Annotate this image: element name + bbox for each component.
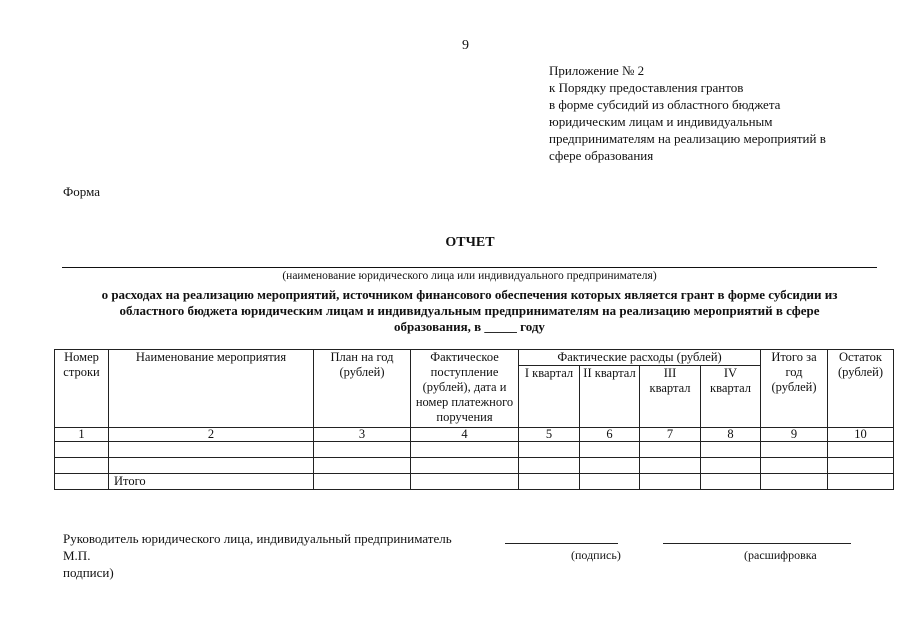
appendix-line: к Порядку предоставления грантов <box>549 80 744 95</box>
appendix-line: в форме субсидий из областного бюджета <box>549 97 781 112</box>
subtitle-line: о расходах на реализацию мероприятий, источником финансового обеспечения которых является грант в форме субсидии из <box>101 287 838 302</box>
column-number: 6 <box>580 428 640 442</box>
column-number: 2 <box>109 428 314 442</box>
header-received: Фактическое поступление (рублей), дата и номер платежного поручения <box>411 350 519 428</box>
table-cell[interactable] <box>701 458 761 474</box>
table-cell[interactable] <box>519 474 580 490</box>
organization-name-line <box>62 267 877 268</box>
column-number-row <box>55 428 894 442</box>
table-cell[interactable] <box>314 458 411 474</box>
column-number: 1 <box>55 428 109 442</box>
table-cell[interactable] <box>640 474 701 490</box>
table-cell[interactable] <box>761 442 828 458</box>
table-row <box>55 458 894 474</box>
table-cell[interactable] <box>109 458 314 474</box>
table-cell[interactable] <box>55 474 109 490</box>
table-cell[interactable] <box>580 458 640 474</box>
page-number: 9 <box>462 38 469 53</box>
column-number: 7 <box>640 428 701 442</box>
form-label: Форма <box>63 184 100 199</box>
decode-caption-continuation: подписи) <box>63 565 114 580</box>
header-q3: III квартал <box>640 366 701 428</box>
table-cell[interactable] <box>761 458 828 474</box>
decode-caption: (расшифровка <box>744 548 817 562</box>
column-number: 5 <box>519 428 580 442</box>
table-cell[interactable] <box>55 442 109 458</box>
table-cell[interactable] <box>55 458 109 474</box>
appendix-line: юридическим лицам и индивидуальным <box>549 114 773 129</box>
table-cell[interactable] <box>519 442 580 458</box>
appendix-block <box>549 62 826 164</box>
table-cell[interactable] <box>828 442 894 458</box>
table-cell[interactable] <box>701 442 761 458</box>
table-cell[interactable] <box>701 474 761 490</box>
subtitle-line: образования, в _____ году <box>394 319 545 334</box>
table-cell[interactable] <box>828 458 894 474</box>
table-cell[interactable] <box>761 474 828 490</box>
table-cell[interactable] <box>519 458 580 474</box>
column-number: 3 <box>314 428 411 442</box>
report-subtitle <box>62 287 877 335</box>
report-title: ОТЧЕТ <box>445 235 495 250</box>
total-row <box>55 474 894 490</box>
table-cell[interactable] <box>411 458 519 474</box>
table-cell[interactable] <box>640 442 701 458</box>
total-label: Итого <box>109 474 314 490</box>
table-cell[interactable] <box>580 474 640 490</box>
table-cell[interactable] <box>411 442 519 458</box>
column-number: 9 <box>761 428 828 442</box>
signature-line[interactable] <box>505 543 618 544</box>
header-balance: Остаток (рублей) <box>828 350 894 428</box>
table-cell[interactable] <box>580 442 640 458</box>
column-number: 4 <box>411 428 519 442</box>
header-q2: II квартал <box>580 366 640 428</box>
column-number: 10 <box>828 428 894 442</box>
expense-report-table <box>54 349 894 490</box>
decode-signature-line[interactable] <box>663 543 851 544</box>
appendix-line: предпринимателям на реализацию мероприятий в <box>549 131 826 146</box>
appendix-line: сфере образования <box>549 148 654 163</box>
column-number: 8 <box>701 428 761 442</box>
header-row-number: Номер строки <box>55 350 109 428</box>
organization-name-caption: (наименование юридического лица или индивидуального предпринимателя) <box>282 270 657 282</box>
table-cell[interactable] <box>109 442 314 458</box>
table-row <box>55 442 894 458</box>
header-plan: План на год (рублей) <box>314 350 411 428</box>
seal-label: М.П. <box>63 548 91 563</box>
header-q1: I квартал <box>519 366 580 428</box>
table-cell[interactable] <box>640 458 701 474</box>
signature-caption: (подпись) <box>571 548 621 562</box>
signer-label: Руководитель юридического лица, индивидуальный предприниматель <box>63 531 452 546</box>
subtitle-line: областного бюджета юридическим лицам и индивидуальным предпринимателям на реализацию мероприятий в сфере <box>119 303 820 318</box>
header-activity: Наименование мероприятия <box>109 350 314 428</box>
table-cell[interactable] <box>314 474 411 490</box>
table-cell[interactable] <box>411 474 519 490</box>
header-total-year: Итого за год (рублей) <box>761 350 828 428</box>
appendix-line: Приложение № 2 <box>549 63 645 78</box>
table-cell[interactable] <box>314 442 411 458</box>
header-q4: IV квартал <box>701 366 761 428</box>
table-cell[interactable] <box>828 474 894 490</box>
header-actual-expenses: Фактические расходы (рублей) <box>519 350 761 366</box>
